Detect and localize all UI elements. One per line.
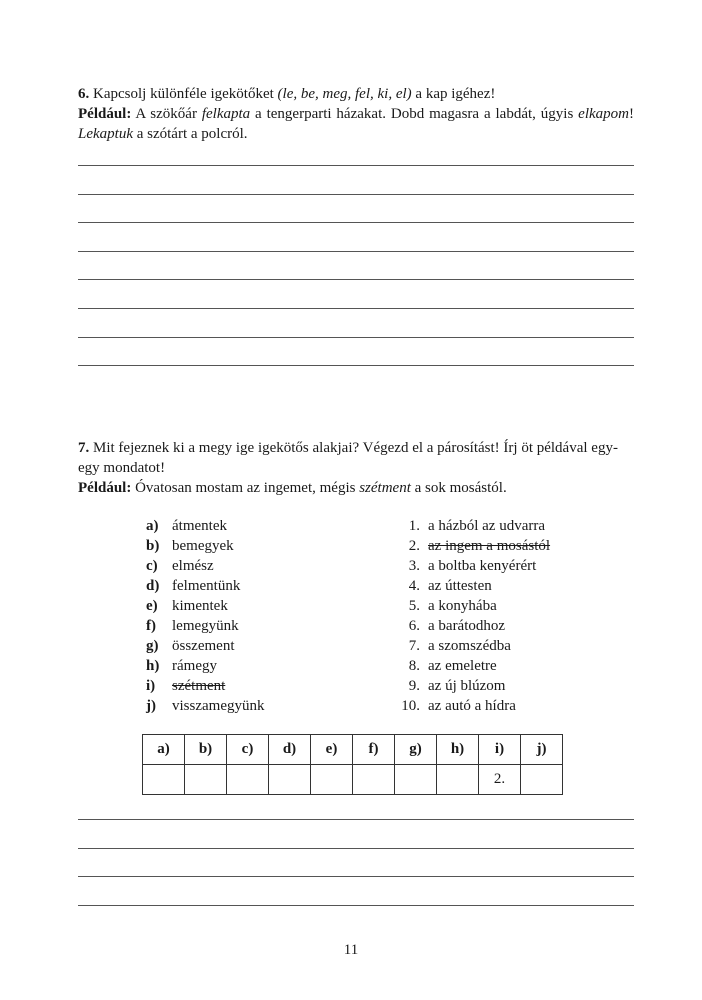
meaning-item [394, 556, 550, 576]
meaning-list [394, 516, 550, 716]
answer-cell[interactable] [227, 765, 269, 795]
answer-header-cell: d) [269, 735, 311, 765]
exercise-7-text: Mit fejeznek ki a megy ige igekötős alakjai? Végezd el a párosítást! Írj öt példával egy-egy mondatot! [78, 440, 618, 476]
example-label: Például: [78, 106, 132, 122]
item-text: átmentek [172, 518, 227, 534]
writing-line[interactable] [78, 365, 634, 366]
item-text: visszamegyünk [172, 698, 265, 714]
item-number: 9. [408, 678, 420, 694]
verb-item [146, 656, 264, 676]
item-text: elmész [172, 558, 214, 574]
answer-header-cell: g) [395, 735, 437, 765]
example-text: A szökőár [131, 106, 202, 122]
meaning-item [394, 696, 550, 716]
answer-cell[interactable] [269, 765, 311, 795]
meaning-item [394, 536, 550, 556]
answer-table [142, 734, 563, 795]
writing-line[interactable] [78, 251, 634, 252]
item-number: 5. [408, 598, 420, 614]
verb-item [146, 636, 264, 656]
writing-line[interactable] [78, 848, 634, 849]
answer-header-cell: i) [479, 735, 521, 765]
item-text: lemegyünk [172, 618, 239, 634]
verb-item [146, 576, 264, 596]
item-letter: j) [146, 698, 156, 714]
meaning-item [394, 676, 550, 696]
answer-cell[interactable] [143, 765, 185, 795]
item-text: rámegy [172, 658, 217, 674]
exercise-6-instruction [78, 84, 634, 104]
verb-item [146, 616, 264, 636]
exercise-6-number: 6. [78, 86, 90, 102]
item-text: összement [172, 638, 235, 654]
item-number: 3. [408, 558, 420, 574]
item-text: az autó a hídra [428, 698, 516, 714]
answer-table-value-row [143, 765, 563, 795]
example-text: a tengerparti házakat. Dobd magasra a labdát, úgyis [250, 106, 579, 122]
item-number: 1. [408, 518, 420, 534]
item-text: az új blúzom [428, 678, 506, 694]
example-text: a szótárt a polcról. [132, 126, 248, 142]
item-text: az úttesten [428, 578, 492, 594]
answer-cell[interactable] [395, 765, 437, 795]
item-letter: c) [146, 558, 158, 574]
example-text: Óvatosan mostam az ingemet, mégis [131, 480, 360, 496]
example-italic: szétment [359, 480, 411, 496]
exercise-7-instruction [78, 438, 634, 478]
writing-line[interactable] [78, 905, 634, 906]
verb-item [146, 676, 264, 696]
verb-item [146, 596, 264, 616]
exercise-6-prefixes: (le, be, meg, fel, ki, el) [277, 86, 412, 102]
writing-line[interactable] [78, 279, 634, 280]
writing-line[interactable] [78, 876, 634, 877]
answer-header-cell: e) [311, 735, 353, 765]
item-text: bemegyek [172, 538, 234, 554]
meaning-item [394, 616, 550, 636]
answer-cell[interactable] [311, 765, 353, 795]
answer-cell[interactable] [185, 765, 227, 795]
answer-cell[interactable]: 2. [479, 765, 521, 795]
verb-item [146, 536, 264, 556]
answer-header-cell: b) [185, 735, 227, 765]
exercise-7-example [78, 478, 634, 498]
meaning-item [394, 516, 550, 536]
item-text: a házból az udvarra [428, 518, 546, 534]
item-text: a barátodhoz [428, 618, 506, 634]
item-number: 8. [408, 658, 420, 674]
example-text: a sok mosástól. [410, 480, 507, 496]
item-text: az emeletre [428, 658, 497, 674]
answer-header-cell: h) [437, 735, 479, 765]
item-number: 10. [401, 698, 420, 714]
meaning-item [394, 636, 550, 656]
item-text: a konyhába [428, 598, 497, 614]
answer-header-cell: a) [143, 735, 185, 765]
answer-cell[interactable] [353, 765, 395, 795]
example-italic: Lekaptuk [78, 126, 133, 142]
verb-item [146, 556, 264, 576]
answer-header-cell: f) [353, 735, 395, 765]
writing-line[interactable] [78, 165, 634, 166]
writing-line[interactable] [78, 337, 634, 338]
item-letter: g) [146, 638, 159, 654]
writing-line[interactable] [78, 819, 634, 820]
item-number: 7. [408, 638, 420, 654]
item-number: 4. [408, 578, 420, 594]
item-letter: b) [146, 538, 160, 554]
verb-item [146, 696, 264, 716]
meaning-item [394, 656, 550, 676]
item-letter: a) [146, 518, 159, 534]
item-text-struck: szétment [172, 678, 226, 694]
answer-header-cell: j) [521, 735, 563, 765]
example-label: Például: [78, 480, 132, 496]
exercise-6-text-end: a kap igéhez! [411, 86, 496, 102]
writing-line[interactable] [78, 222, 634, 223]
item-letter: i) [146, 678, 156, 694]
item-letter: h) [146, 658, 160, 674]
exercise-6-text: Kapcsolj különféle igekötőket [93, 86, 278, 102]
item-letter: d) [146, 578, 160, 594]
exercise-7-number: 7. [78, 440, 90, 456]
answer-cell[interactable] [437, 765, 479, 795]
answer-cell[interactable] [521, 765, 563, 795]
item-letter: f) [146, 618, 156, 634]
answer-header-cell: c) [227, 735, 269, 765]
item-text: a szomszédba [428, 638, 511, 654]
example-text: ! [629, 106, 634, 122]
writing-line[interactable] [78, 194, 634, 195]
example-italic: elkapom [578, 106, 629, 122]
writing-line[interactable] [78, 308, 634, 309]
item-letter: e) [146, 598, 158, 614]
example-italic: felkapta [201, 106, 251, 122]
item-number: 2. [408, 538, 420, 554]
item-text: a boltba kenyérért [428, 558, 537, 574]
verb-item [146, 516, 264, 536]
item-text: kimentek [172, 598, 228, 614]
exercise-6-example [78, 104, 634, 144]
item-number: 6. [408, 618, 420, 634]
meaning-item [394, 596, 550, 616]
item-text-struck: az ingem a mosástól [428, 538, 551, 554]
page-number: 11 [343, 942, 359, 958]
meaning-item [394, 576, 550, 596]
verb-list [146, 516, 264, 716]
answer-table-header-row [143, 735, 563, 765]
item-text: felmentünk [172, 578, 241, 594]
